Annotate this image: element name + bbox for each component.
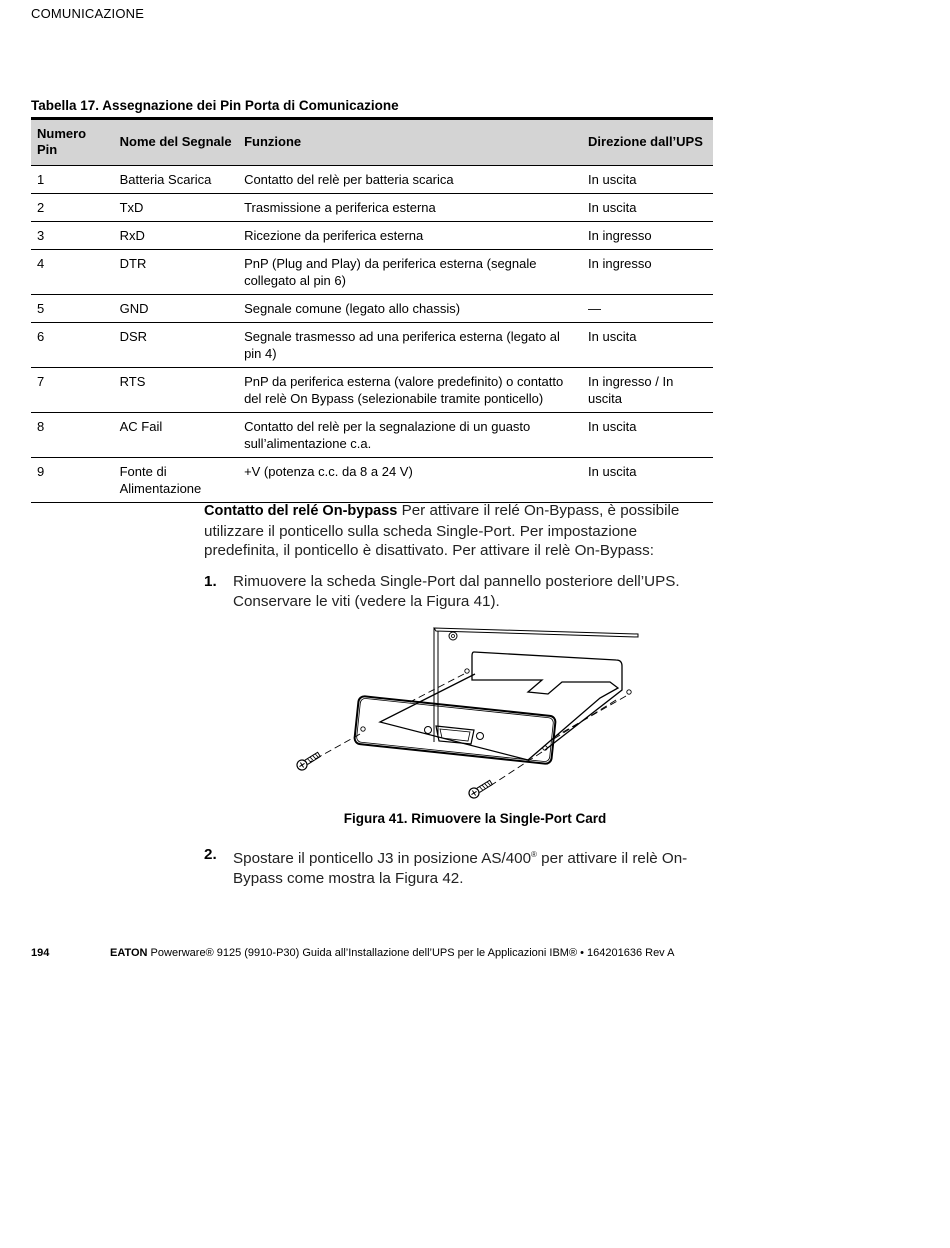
column-header-signal: Nome del Segnale [114, 119, 238, 166]
cell-signal: DSR [114, 323, 238, 368]
cell-pin: 8 [31, 413, 114, 458]
screw-icon [467, 778, 494, 800]
cell-direction: In uscita [582, 458, 713, 503]
cell-signal: DTR [114, 250, 238, 295]
table-caption: Tabella 17. Assegnazione dei Pin Porta di Comunicazione [31, 98, 399, 113]
intro-paragraph [204, 501, 694, 561]
cell-pin: 2 [31, 194, 114, 222]
figure-caption [0, 811, 950, 826]
screw-icon [295, 750, 322, 772]
figure-caption-text: Figura 41. Rimuovere la Single-Port Card [343, 811, 607, 826]
table-header-row [31, 119, 713, 166]
paragraph-text: Per attivare il relé On-Bypass, è possibile utilizzare il ponticello sulla scheda Single-Port. Per impostazione predefinita, il ponticello è disattivato. Per attivare il relè On-Bypass: [204, 502, 680, 559]
cell-pin: 4 [31, 250, 114, 295]
table-row [31, 368, 713, 413]
table-row [31, 166, 713, 194]
footer-title: Powerware® 9125 (9910-P30) Guida all’Installazione dell’UPS per le Applicazioni IBM® • 164201636 Rev A [147, 947, 675, 959]
column-header-function: Funzione [238, 119, 582, 166]
cell-function: Segnale trasmesso ad una periferica esterna (legato al pin 4) [238, 323, 582, 368]
cell-function: Contatto del relè per la segnalazione di un guasto sull’alimentazione c.a. [238, 413, 582, 458]
cell-direction: In uscita [582, 166, 713, 194]
step-2 [204, 845, 704, 888]
cell-function: +V (potenza c.c. da 8 a 24 V) [238, 458, 582, 503]
step-number: 2. [204, 846, 217, 863]
step-text [233, 845, 704, 888]
table-row [31, 413, 713, 458]
cell-direction: In uscita [582, 194, 713, 222]
step-1 [204, 572, 704, 611]
running-header: COMUNICAZIONE [31, 6, 145, 21]
cell-function: Trasmissione a periferica esterna [238, 194, 582, 222]
table-row [31, 250, 713, 295]
cell-pin: 1 [31, 166, 114, 194]
cell-function: PnP da periferica esterna (valore predefinito) o contatto del relè On Bypass (selezionabile tramite ponticello) [238, 368, 582, 413]
cell-direction: In uscita [582, 323, 713, 368]
table-row [31, 295, 713, 323]
step-text-part: Spostare il ponticello J3 in posizione AS/400 [233, 850, 532, 868]
cell-direction: In uscita [582, 413, 713, 458]
table-row [31, 323, 713, 368]
cell-direction: In ingresso [582, 250, 713, 295]
cell-signal: AC Fail [114, 413, 238, 458]
table-row [31, 194, 713, 222]
cell-signal: Batteria Scarica [114, 166, 238, 194]
cell-signal: Fonte di Alimentazione [114, 458, 238, 503]
cell-function: Contatto del relè per batteria scarica [238, 166, 582, 194]
table-row [31, 222, 713, 250]
cell-pin: 5 [31, 295, 114, 323]
cell-pin: 3 [31, 222, 114, 250]
step-text-part: per attivare il relè On-Bypass come mostra la Figura 42. [233, 850, 688, 887]
column-header-pin: Numero Pin [31, 119, 114, 166]
cell-function: Ricezione da periferica esterna [238, 222, 582, 250]
cell-direction: In ingresso [582, 222, 713, 250]
step-text: Rimuovere la scheda Single-Port dal pannello posteriore dell’UPS. Conservare le viti (vedere la Figura 41). [233, 573, 680, 610]
column-header-direction: Direzione dall’UPS [582, 119, 713, 166]
cell-signal: GND [114, 295, 238, 323]
cell-signal: TxD [114, 194, 238, 222]
page-number: 194 [31, 947, 50, 959]
cell-pin: 6 [31, 323, 114, 368]
cell-pin: 9 [31, 458, 114, 503]
single-port-card-illustration [290, 622, 650, 804]
paragraph-lead: Contatto del relé On-bypass [204, 503, 398, 519]
cell-direction: In ingresso / In uscita [582, 368, 713, 413]
registered-mark: ® [531, 850, 537, 859]
table-row [31, 458, 713, 503]
cell-function: PnP (Plug and Play) da periferica esterna (segnale collegato al pin 6) [238, 250, 582, 295]
brand-name: EATON [110, 947, 148, 959]
cell-pin: 7 [31, 368, 114, 413]
cell-direction: — [582, 295, 713, 323]
cell-signal: RTS [114, 368, 238, 413]
cell-signal: RxD [114, 222, 238, 250]
cell-function: Segnale comune (legato allo chassis) [238, 295, 582, 323]
pin-assignment-table [31, 117, 713, 503]
footer-text [110, 947, 674, 959]
step-number: 1. [204, 573, 217, 590]
